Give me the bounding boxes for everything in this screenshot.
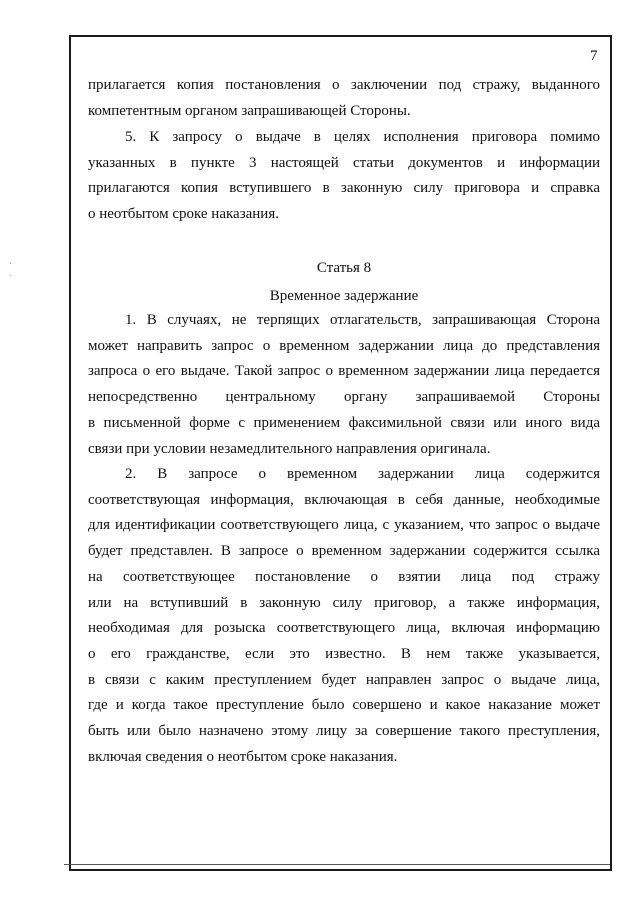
- margin-mark: ·: [9, 259, 13, 270]
- text-line: будет представлен. В запросе о временном задержании содержится ссылка: [88, 543, 600, 560]
- text-line: прилагаются копия вступившего в законную силу приговора и справка: [88, 180, 600, 197]
- margin-mark: ·: [9, 271, 13, 282]
- text-line: 5. К запросу о выдаче в целях исполнения приговора помимо: [125, 129, 600, 145]
- article-subtitle: Временное задержание: [269, 288, 419, 304]
- text-line: для идентификации соответствующего лица, с указанием, что запрос о выдаче: [88, 517, 600, 534]
- text-line: может направить запрос о временном задержании лица до представления: [88, 337, 600, 354]
- text-line: включая сведения о неотбытом сроке наказания.: [88, 748, 398, 765]
- text-line: соответствующая информация, включающая в себя данные, необходимые: [88, 491, 600, 508]
- text-line: о неотбытом сроке наказания.: [88, 206, 279, 223]
- frame-bottom-shadow: [64, 864, 610, 865]
- paragraph-item-1: [88, 308, 600, 462]
- text-line: или на вступивший в законную силу приговор, а также информация,: [88, 594, 600, 611]
- text-line: 2. В запросе о временном задержании лица содержится: [125, 466, 600, 482]
- article-title: Статья 8: [316, 260, 372, 276]
- text-line: связи при условии незамедлительного направления оригинала.: [88, 440, 491, 457]
- paragraph-item-2: [88, 462, 600, 770]
- text-line: указанных в пункте 3 настоящей статьи документов и информации: [88, 154, 600, 171]
- text-line: 1. В случаях, не терпящих отлагательств, запрашивающая Сторона: [125, 312, 600, 328]
- page-number: 7: [590, 48, 598, 64]
- text-line: в связи с каким преступлением будет направлен запрос о выдаче лица,: [88, 671, 600, 688]
- text-line: где и когда такое преступление было совершено и какое наказание может: [88, 697, 600, 714]
- text-line: компетентным органом запрашивающей Стороны.: [88, 102, 411, 119]
- paragraph-continued: [88, 73, 600, 124]
- text-line: прилагается копия постановления о заключении под стражу, выданного: [88, 77, 600, 93]
- text-line: необходимая для розыска соответствующего лица, включая информацию: [88, 620, 600, 637]
- text-line: быть или было назначено этому лицу за совершение такого преступления,: [88, 723, 600, 740]
- paragraph-item-5: [88, 125, 600, 228]
- text-line: запроса о его выдаче. Такой запрос о временном задержании лица передается: [88, 363, 600, 380]
- text-line: на соответствующее постановление о взятии лица под стражу: [88, 568, 600, 585]
- text-line: в письменной форме с применением факсимильной связи или иного вида: [88, 414, 600, 431]
- text-line: о его гражданстве, если это известно. В нем также указывается,: [88, 645, 600, 662]
- text-line: непосредственно центральному органу запрашиваемой Стороны: [88, 389, 600, 406]
